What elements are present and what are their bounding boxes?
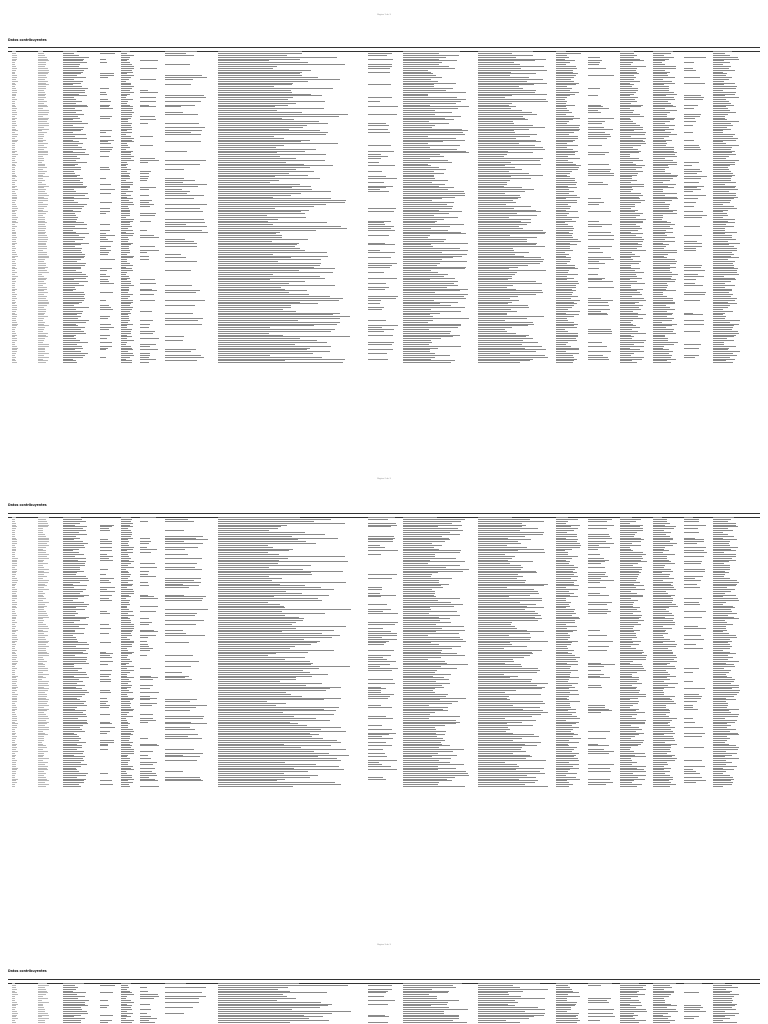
page-number: Página 1 de 3 — [377, 14, 391, 16]
data-table — [8, 513, 760, 788]
table-cell — [653, 362, 671, 363]
table-cell — [653, 786, 670, 787]
table-cell — [478, 786, 548, 787]
table-cell — [12, 786, 15, 787]
table-cell — [140, 786, 159, 787]
table-cell — [403, 786, 465, 787]
table-row — [8, 362, 760, 364]
table-cell — [478, 362, 520, 363]
table-cell — [713, 786, 723, 787]
table-cell — [218, 786, 293, 787]
table-cell — [38, 786, 46, 787]
table-cell — [713, 362, 733, 363]
sheet-title: Datos contribuyentes — [8, 38, 47, 42]
page-number: Página 3 de 3 — [377, 944, 391, 946]
data-table — [8, 979, 760, 1024]
table-cell — [218, 362, 343, 363]
page-1 — [0, 0, 768, 330]
table-row — [8, 786, 760, 788]
page-number: Página 2 de 3 — [377, 478, 391, 480]
sheet-title: Datos contribuyentes — [8, 503, 47, 507]
table-cell — [403, 362, 451, 363]
table-cell — [556, 362, 573, 363]
table-cell — [121, 786, 130, 787]
table-cell — [620, 786, 637, 787]
table-cell — [38, 362, 46, 363]
sheet-title: Datos contribuyentes — [8, 969, 47, 973]
table-cell — [12, 362, 17, 363]
table-cell — [63, 362, 77, 363]
table-cell — [121, 362, 132, 363]
table-cell — [63, 786, 81, 787]
table-cell — [140, 362, 149, 363]
table-cell — [620, 362, 637, 363]
data-table — [8, 47, 760, 365]
table-cell — [556, 786, 569, 787]
